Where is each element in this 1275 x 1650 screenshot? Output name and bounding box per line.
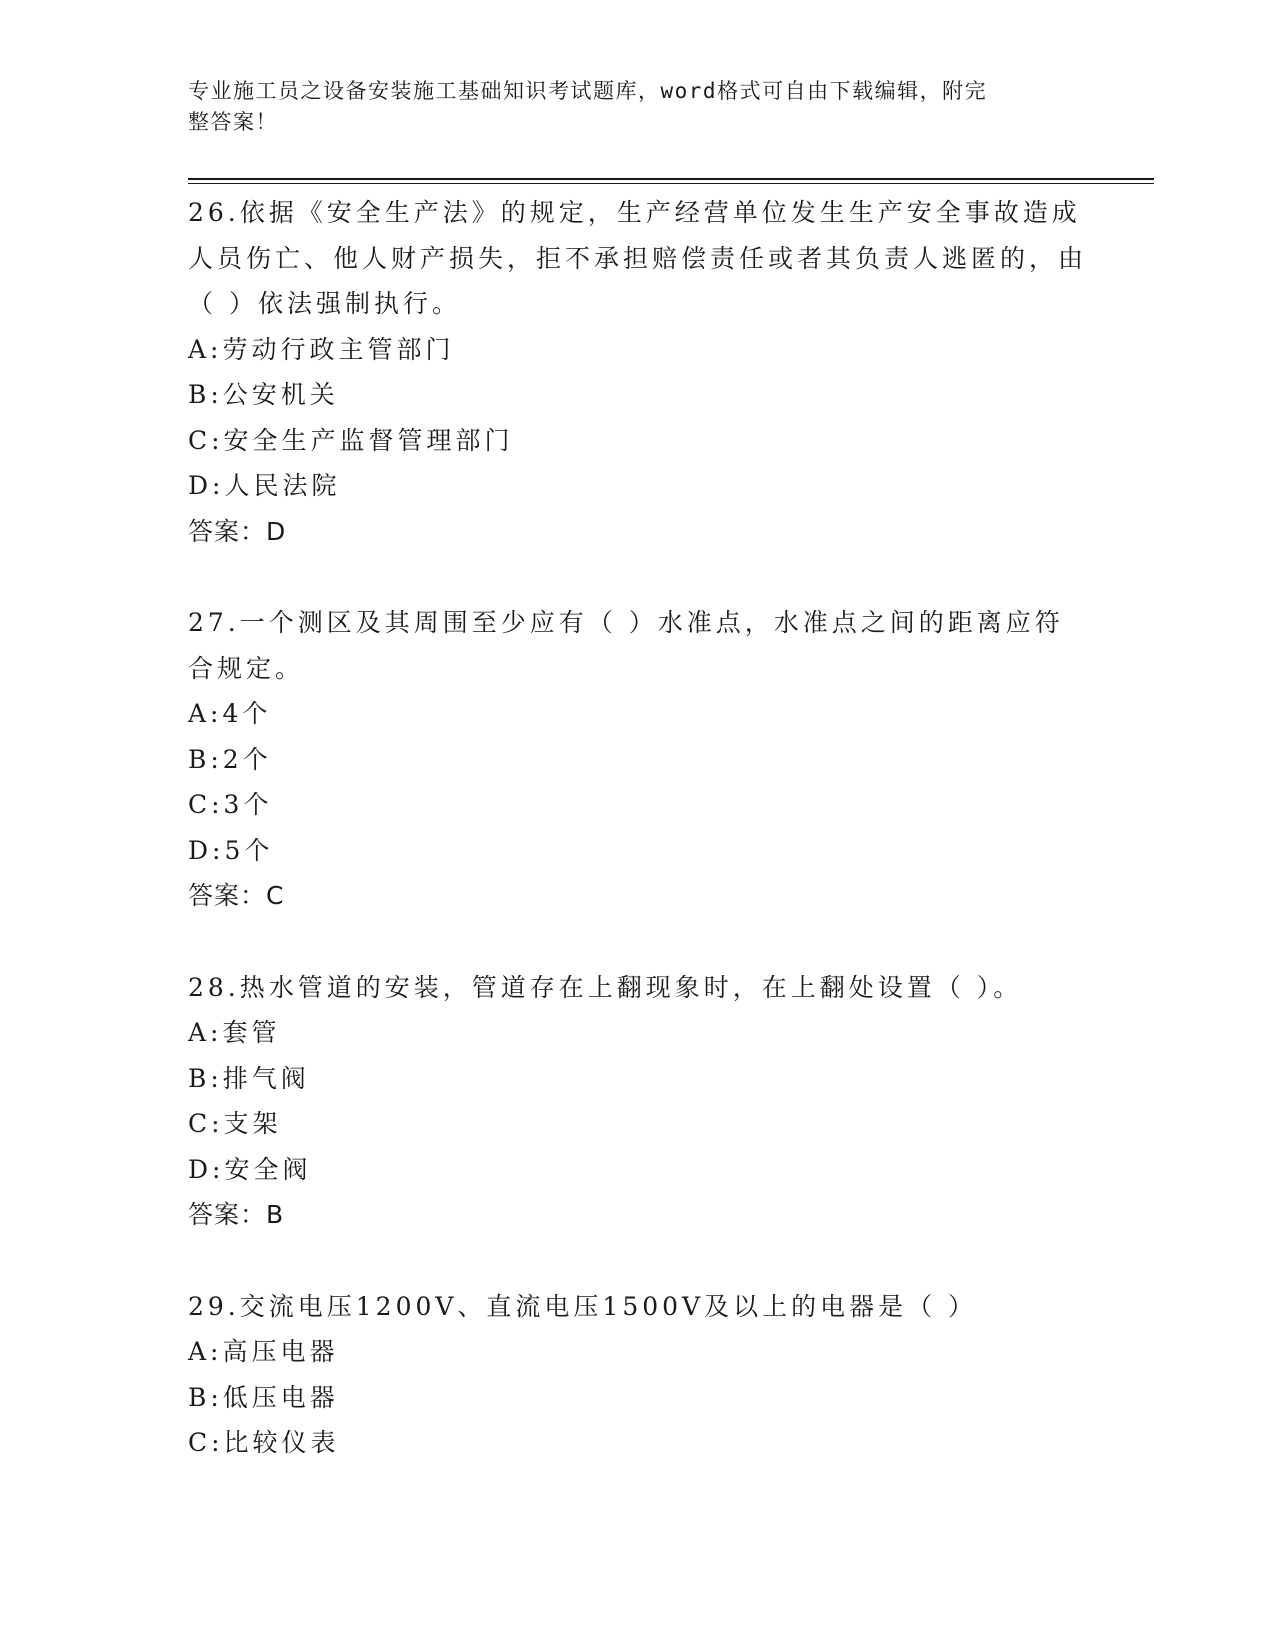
option-c: C:3个 bbox=[188, 790, 273, 819]
answer: 答案：B bbox=[188, 1200, 285, 1229]
question-27 bbox=[188, 600, 1088, 919]
question-stem: 27.一个测区及其周围至少应有（ ）水准点，水准点之间的距离应符合规定。 bbox=[188, 608, 1064, 683]
option-c: C:安全生产监督管理部门 bbox=[188, 425, 514, 455]
option-a: A:高压电器 bbox=[188, 1337, 339, 1366]
header-line-2: 整答案！ bbox=[188, 110, 278, 134]
question-26 bbox=[188, 190, 1088, 554]
answer: 答案：C bbox=[188, 881, 285, 910]
document-header bbox=[188, 76, 1068, 138]
question-stem: 29.交流电压1200V、直流电压1500V及以上的电器是（ ） bbox=[188, 1291, 978, 1321]
header-line-1: 专业施工员之设备安装施工基础知识考试题库，word格式可自由下载编辑，附完 bbox=[188, 79, 988, 103]
question-29 bbox=[188, 1284, 1088, 1466]
option-b: B:2个 bbox=[188, 744, 272, 774]
option-c: C:支架 bbox=[188, 1109, 282, 1138]
option-b: B:公安机关 bbox=[188, 380, 339, 409]
option-d: D:5个 bbox=[188, 835, 274, 865]
header-divider-thick bbox=[188, 178, 1154, 180]
question-28 bbox=[188, 965, 1088, 1238]
option-c: C:比较仪表 bbox=[188, 1428, 340, 1457]
answer: 答案：D bbox=[188, 516, 287, 546]
question-stem: 26.依据《安全生产法》的规定，生产经营单位发生生产安全事故造成人员伤亡、他人财产损失，拒不承担赔偿责任或者其负责人逃匿的，由（ ）依法强制执行。 bbox=[188, 198, 1088, 318]
option-d: D:人民法院 bbox=[188, 471, 341, 500]
option-b: B:低压电器 bbox=[188, 1382, 339, 1412]
option-a: A:4个 bbox=[188, 699, 272, 728]
question-stem: 28.热水管道的安装，管道存在上翻现象时，在上翻处设置（ ）。 bbox=[188, 972, 1023, 1002]
question-list bbox=[188, 190, 1088, 1512]
option-b: B:排气阀 bbox=[188, 1063, 310, 1093]
option-d: D:安全阀 bbox=[188, 1154, 312, 1184]
header-divider-thin bbox=[188, 183, 1154, 184]
option-a: A:套管 bbox=[188, 1018, 281, 1047]
option-a: A:劳动行政主管部门 bbox=[188, 334, 455, 364]
